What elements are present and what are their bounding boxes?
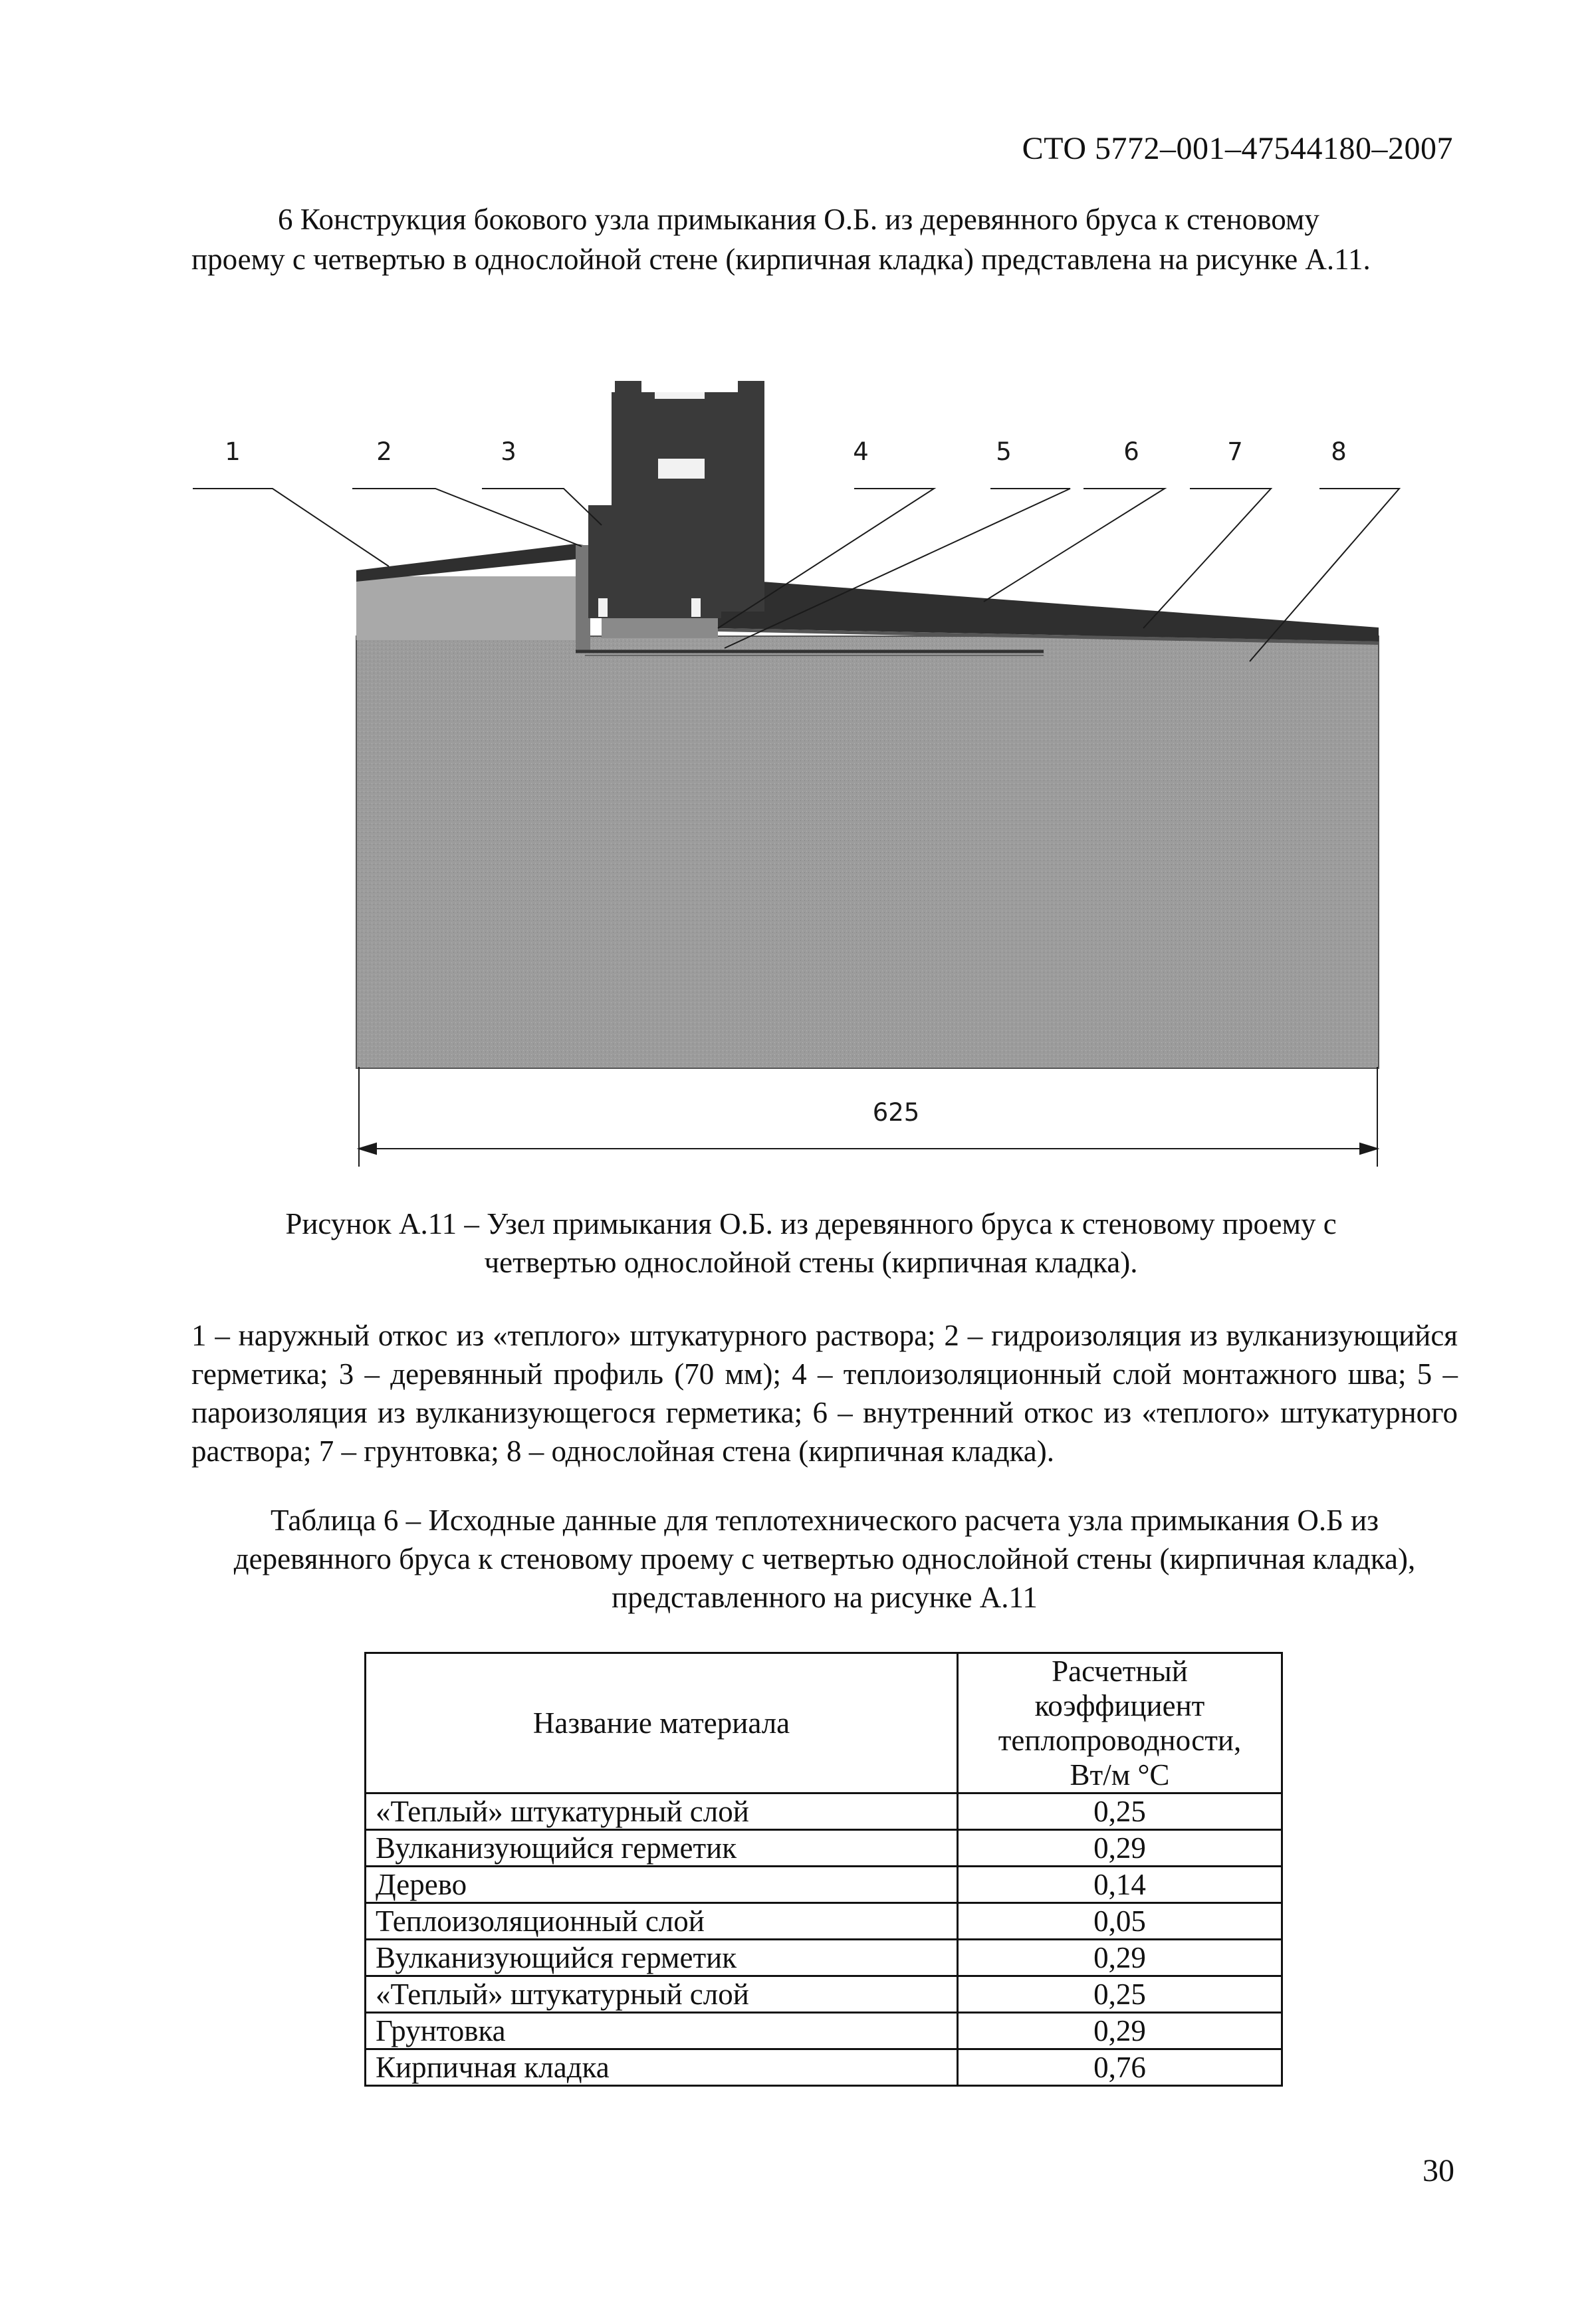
legend-item: 5 – пароизоляция из вулканизующегося герметика; [191, 1357, 1458, 1429]
column-header-material: Название материала [366, 1653, 958, 1793]
thermal-data-table [364, 1652, 1283, 2087]
callout-7: 7 [1227, 437, 1243, 466]
callout-3: 3 [501, 437, 516, 466]
wooden-profile [588, 381, 764, 618]
table-row [366, 1793, 1282, 1830]
figure-legend [191, 1316, 1458, 1470]
table-title-line-3: представленного на рисунке А.11 [612, 1581, 1038, 1614]
table-title-line-1: Таблица 6 – Исходные данные для теплотехнического расчета узла примыкания О.Б из [270, 1504, 1379, 1537]
table-row [366, 2049, 1282, 2086]
material-name: Вулканизующийся герметик [366, 1830, 958, 1867]
callout-4: 4 [853, 437, 869, 466]
figure-a11-drawing [0, 359, 1596, 1183]
seam-insulation [602, 618, 718, 638]
legend-item: 4 – теплоизоляционный слой монтажного шва; [792, 1357, 1407, 1391]
dimension-line [359, 1067, 1377, 1167]
material-name: Кирпичная кладка [366, 2049, 958, 2086]
table-row [366, 1940, 1282, 1976]
outer-reveal-plaster [356, 544, 584, 582]
intro-line-1: 6 Конструкция бокового узла примыкания О.Б. из деревянного бруса к стеновому [278, 203, 1319, 236]
intro-line-2: проему с четвертью в однослойной стене (кирпичная кладка) представлена на рисунке А.11. [191, 243, 1371, 276]
conductivity-value: 0,14 [958, 1867, 1282, 1903]
dimension-value: 625 [872, 1098, 920, 1127]
header-line: коэффициент [1034, 1689, 1205, 1722]
conductivity-value: 0,76 [958, 2049, 1282, 2086]
page-number: 30 [1423, 2153, 1454, 2188]
conductivity-value: 0,25 [958, 1976, 1282, 2013]
callout-2: 2 [376, 437, 392, 466]
outer-plaster-zone [356, 576, 576, 640]
table-title [191, 1501, 1458, 1617]
table-row [366, 1867, 1282, 1903]
conductivity-value: 0,29 [958, 2013, 1282, 2049]
material-name: Вулканизующийся герметик [366, 1940, 958, 1976]
caption-line-1: Рисунок А.11 – Узел примыкания О.Б. из деревянного бруса к стеновому проему с [285, 1207, 1337, 1240]
table-row [366, 2013, 1282, 2049]
table-header-row [366, 1653, 1282, 1793]
legend-item: 1 – наружный откос из «теплого» штукатурного раствора; [191, 1319, 936, 1352]
callout-1: 1 [225, 437, 241, 466]
callout-8: 8 [1331, 437, 1347, 466]
legend-item: 2 – гидроизоляция из вулканизующийся герметика; [191, 1319, 1458, 1391]
material-name: Грунтовка [366, 2013, 958, 2049]
table-row [366, 1903, 1282, 1940]
table-row [366, 1976, 1282, 2013]
masonry-wall [356, 636, 1379, 1068]
header-line: Расчетный [1052, 1655, 1188, 1688]
caption-line-2: четвертью однослойной стены (кирпичная кладка). [484, 1246, 1138, 1279]
material-name: Дерево [366, 1867, 958, 1903]
header-line: Вт/м °С [1070, 1758, 1170, 1791]
figure-caption [219, 1205, 1403, 1282]
conductivity-value: 0,05 [958, 1903, 1282, 1940]
legend-item: 7 – грунтовка; [318, 1435, 499, 1468]
table-title-line-2: деревянного бруса к стеновому проему с четвертью однослойной стены (кирпичная кладка), [233, 1542, 1416, 1575]
conductivity-value: 0,29 [958, 1830, 1282, 1867]
legend-item: 8 – однослойная стена (кирпичная кладка). [506, 1435, 1055, 1468]
callout-6: 6 [1123, 437, 1139, 466]
callout-5: 5 [996, 437, 1012, 466]
header-line: теплопроводности, [998, 1724, 1242, 1757]
conductivity-value: 0,25 [958, 1793, 1282, 1830]
material-name: «Теплый» штукатурный слой [366, 1793, 958, 1830]
legend-item: 6 – внутренний откос из «теплого» штукатурного раствора; [191, 1396, 1458, 1468]
column-header-conductivity [958, 1653, 1282, 1793]
conductivity-value: 0,29 [958, 1940, 1282, 1976]
table-row [366, 1830, 1282, 1867]
quarter-recess [576, 545, 590, 651]
material-name: «Теплый» штукатурный слой [366, 1976, 958, 2013]
document-code: СТО 5772–001–47544180–2007 [1022, 131, 1453, 166]
intro-paragraph [191, 199, 1441, 279]
legend-item: 3 – деревянный профиль (70 мм); [338, 1357, 781, 1391]
material-name: Теплоизоляционный слой [366, 1903, 958, 1940]
